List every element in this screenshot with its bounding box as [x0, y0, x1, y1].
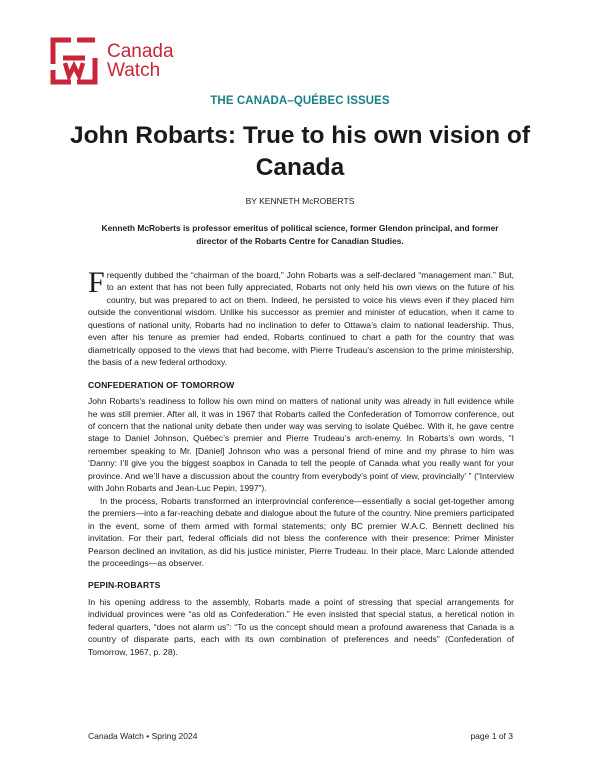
intro-paragraph: [88, 266, 514, 369]
drop-cap: F: [88, 266, 105, 299]
paragraph: In his opening address to the assembly, Robarts made a point of stressing that special arrangements for individual provinces were “as old as Confederation.” He even insisted that special status, a heretical notion in federal quarters, “does not alarm us”: “To us the concept should mean a profound awareness that Canada is a country of disparate parts, each with its own combination of preferences and needs” (Confederation of Tomorrow, 1967, p. 28).: [88, 596, 514, 657]
logo-wordmark: [107, 42, 174, 80]
canada-watch-logo: [49, 36, 174, 86]
byline: BY KENNETH McROBERTS: [245, 196, 355, 206]
paragraph: In the process, Robarts transformed an interprovincial conference—essentially a social get-together among the premiers—into a far-reaching debate and dialogue about the future of the country. Nine premiers participated in the event, some of them armed with formal statements; only BC premier W.A.C. Bennett declined his invitation. For their part, federal officials did not bless the conference with their presence: Primer Minister Pearson declined an invitation, as did his justice minister, Pierre Trudeau. In their place, Marc Lalonde attended the proceedings—as observer.: [88, 495, 514, 568]
section-kicker: THE CANADA–QUÉBEC ISSUES: [210, 95, 390, 107]
article-body: [88, 266, 514, 658]
logo-line-canada: Canada: [107, 41, 174, 62]
intro-text: requently dubbed the “chairman of the board,” John Robarts was a self-declared “management man.” But, to an extent that has not been fully appreciated, Robarts not only held his own views on the future of his country, but was prepared to act on them. Indeed, he persisted to voice his views even if they placed him outside the conventional wisdom. Unlike his successor as premier and minister of education, when it came to questions of national unity, Robarts had no inclination to defer to Ottawa’s claim to national leadership. Thus, even after his tenure as premier had ended, Robarts continued to chart a path for the country that was diametrically opposed to the views that had become, with Pierre Trudeau’s ascension to the prime ministership, the basis of a new federal orthodoxy.: [88, 270, 514, 368]
section-heading-pepin-robarts: PEPIN-ROBARTS: [88, 580, 161, 591]
article-title: John Robarts: True to his own vision of Canada: [69, 122, 531, 181]
section-heading-confederation: CONFEDERATION OF TOMORROW: [88, 379, 235, 390]
author-bio: Kenneth McRoberts is professor emeritus of political science, former Glendon principal, and former director of the Robarts Centre for Canadian Studies.: [101, 223, 499, 246]
paragraph: John Robarts’s readiness to follow his own mind on matters of national unity was already in full evidence while he was still premier. After all, it was in 1967 that Robarts called the Confederation of Tomorrow conference, out of concern that the national unity debate then under way was serving to isolate Québec. With it, he gave centre stage to Daniel Johnson, Québec’s premier and Pierre Trudeau’s arch-enemy. In Robarts’s own words, “I remember speaking to Mr. [Daniel] Johnson who was a personal friend of mine and my phrase to him was ‘Danny: I’ll give you the biggest soapbox in Canada to tell the people of Canada what you really want for your province. And we’ll have a discussion about the country from everybody’s point of view, provincially’ ” (“Interview with John Robarts and Jean-Luc Pepin, 1997”).: [88, 396, 514, 494]
footer-page-number: page 1 of 3: [470, 731, 513, 741]
footer-publication: Canada Watch • Spring 2024: [88, 731, 198, 741]
logo-line-watch: Watch: [107, 60, 161, 81]
cw-logo-mark-icon: [49, 36, 99, 86]
